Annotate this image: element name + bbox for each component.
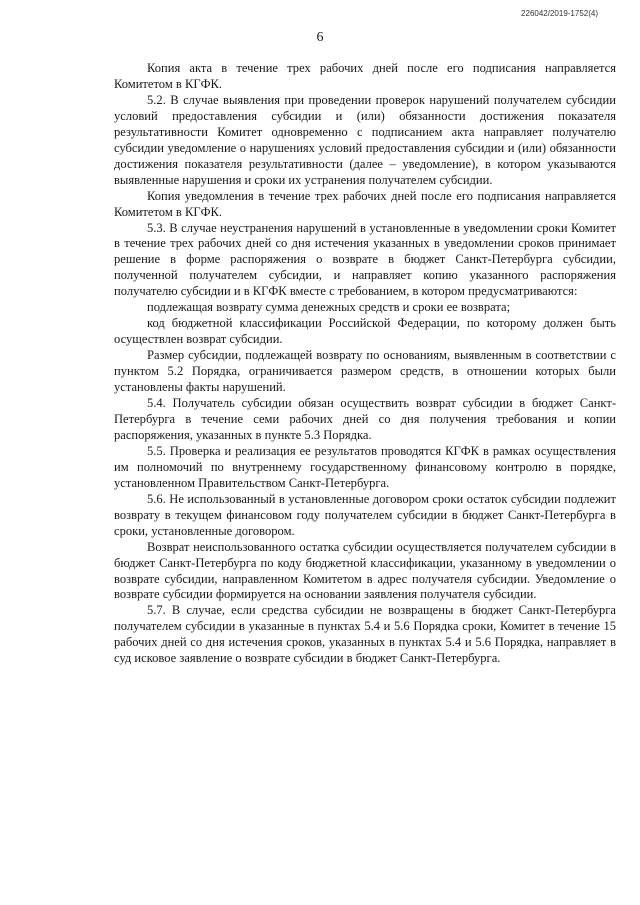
document-body bbox=[114, 61, 616, 667]
document-id: 226042/2019-1752(4) bbox=[521, 9, 598, 18]
page-number: 6 bbox=[316, 30, 324, 45]
paragraph: 5.7. В случае, если средства субсидии не возвращены в бюджет Санкт-Петербурга получателем субсидии в указанные в пунктах 5.4 и 5.6 Порядка сроки, Комитет в течение 15 рабочих дней со дня истечения сроков, указанных в пунктах 5.4 и 5.6 Порядка, направляет в суд исковое заявление о возврате субсидии в бюджет Санкт-Петербурга. bbox=[114, 603, 616, 666]
paragraph: Возврат неиспользованного остатка субсидии осуществляется получателем субсидии в бюджет Санкт-Петербурга по коду бюджетной классификации, указанному в уведомлении о возврате субсидии, направленном Комитетом в адрес получателя субсидии. Уведомление о возврате субсидии формируется на основании заявления получателя субсидии. bbox=[114, 539, 616, 602]
paragraph: 5.5. Проверка и реализация ее результатов проводятся КГФК в рамках осуществления им полномочий по внутреннему государственному финансовому контролю в порядке, установленном Правительством Санкт-Петербурга. bbox=[114, 443, 616, 490]
paragraph: Копия акта в течение трех рабочих дней после его подписания направляется Комитетом в КГФК. bbox=[114, 61, 616, 91]
paragraph: 5.4. Получатель субсидии обязан осуществить возврат субсидии в бюджет Санкт-Петербурга в течение семи рабочих дней со дня получения требования и копии распоряжения, указанных в пункте 5.3 Порядка. bbox=[114, 396, 616, 442]
paragraph: 5.6. Не использованный в установленные договором сроки остаток субсидии подлежит возврату в текущем финансовом году получателем субсидии в бюджет Санкт-Петербурга в сроки, установленные договором. bbox=[114, 491, 616, 538]
paragraph: код бюджетной классификации Российской Федерации, по которому должен быть осуществлен возврат субсидии. bbox=[114, 316, 616, 347]
paragraph: 5.3. В случае неустранения нарушений в установленные в уведомлении сроки Комитет в течение трех рабочих дней со дня истечения указанных в уведомлении сроков принимает решение в форме распоряжения о возврате в бюджет Санкт-Петербурга субсидии, полученной получателем субсидии, и направляет копию указанного распоряжения получателю субсидии и в КГФК вместе с требованием, в котором предусматриваются: bbox=[114, 220, 616, 299]
paragraph: подлежащая возврату сумма денежных средств и сроки ее возврата; bbox=[147, 300, 511, 315]
paragraph: Копия уведомления в течение трех рабочих дней после его подписания направляется Комитетом в КГФК. bbox=[114, 188, 616, 219]
paragraph: 5.2. В случае выявления при проведении проверок нарушений получателем субсидии условий предоставления субсидии и (или) обязанности достижения показателя результативности Комитет одновременно с подписанием акта направляет получателю субсидии уведомление о нарушениях условий предоставления субсидии и (или) обязанности достижения показателя результативности (далее – уведомление), в котором указываются выявленные нарушения и сроки их устранения получателем субсидии. bbox=[114, 92, 616, 187]
paragraph: Размер субсидии, подлежащей возврату по основаниям, выявленным в соответствии с пунктом 5.2 Порядка, ограничивается размером средств, в отношении которых были установлены факты нарушений. bbox=[114, 348, 616, 395]
